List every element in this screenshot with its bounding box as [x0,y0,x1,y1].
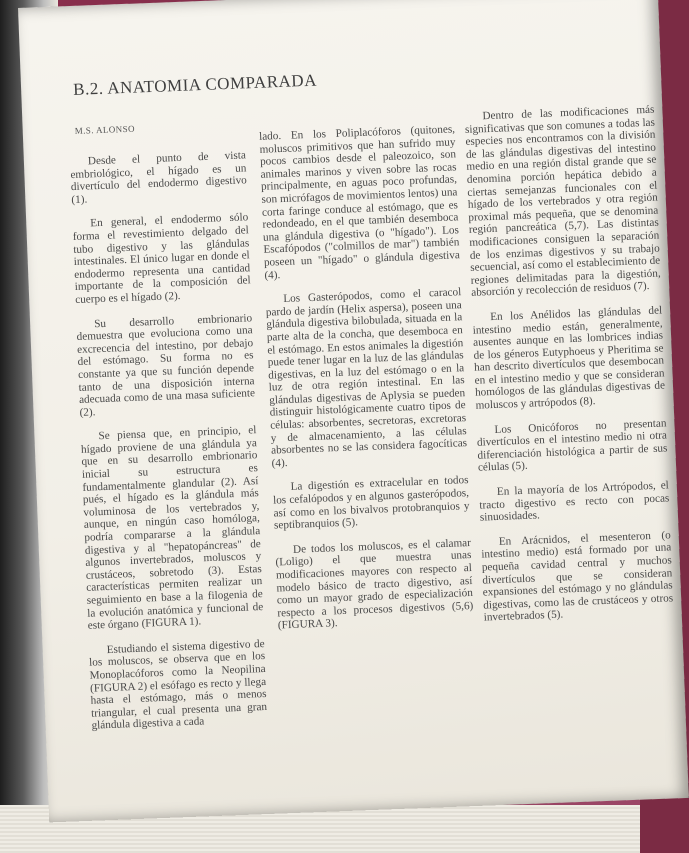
paragraph: Su desarrollo embrionario demuestra que evoluciona como una excrecencia del intestino, por debajo del estómago. Su forma no es constante ya que su función depende tanto de una disposición interna adecuada como de una masa suficiente (2). [76,311,256,419]
paragraph: lado. En los Poliplacóforos (quitones, moluscos primitivos que han sufrido muy pocos cambios desde el paleozoico, son animales marinos y viven sobre las rocas principalmente, en aguas poco profundas, son micrófagos de movimientos lentos) una corta faringe conduce al estómago, que es redondeado, en el que también desemboca una glándula digestiva (o "hígado"). Los Escafópodos ("colmillos de mar") también poseen un "hígado" o glándula digestiva (4). [258,123,461,282]
text-column-1 [70,149,268,744]
paragraph: En general, el endodermo sólo forma el revestimiento delgado del tubo digestivo y las glándulas intestinales. El único lugar en donde el endodermo representa una cantidad importante de la composición del cuerpo es el hígado (2). [72,211,251,306]
paragraph: Dentro de las modificaciones más significativas que son comunes a todas las especies nos encontramos con la división de las glándulas digestivas del intestino medio en una región distal grande que se denomina porción hepática debido a ciertas semejanzas funcionales con el hígado de los vertebrados y otra región proximal más pequeña, que se denomina región pancreática (5,7). Las distintas modificaciones consiguen la separación de los enzimas digestivos y su trabajo secuencial, así como el establecimiento de regiones delimitadas para la digestión, absorción y recolección de residuos (7). [464,103,661,300]
text-column-3 [464,104,674,637]
book-page [18,0,689,822]
paragraph: En la mayoría de los Artrópodos, el tracto digestivo es recto con pocas sinuosidades. [479,479,670,524]
paragraph: Estudiando el sistema digestivo de los moluscos, se observa que en los Monoplacóforos como la Neopilina (FIGURA 2) el esófago es recto y llega hasta el estómago, más o menos triangular, el cual presenta una gran glándula digestiva a cada [88,637,268,733]
paragraph: Los Gasterópodos, como el caracol pardo de jardín (Helix aspersa), poseen una glándula digestiva bilobulada, situada en la parte alta de la concha, que desemboca en el estómago. En estos animales la digestión puede tener lugar en la luz de las glándulas digestivas, en la luz del estómago o en la luz de otra región intestinal. En las glándulas digestivas de Aplysia se pueden distinguir histológicamente cuatro tipos de células: absorbentes, secretoras, excretoras y de almacenamiento, a las células absorbentes no se las considera fagocíticas (4). [265,286,468,470]
paragraph: De todos los moluscos, es el calamar (Loligo) el que muestra unas modificaciones mayores con respecto al modelo básico de tracto digestivo, así como un mayor grado de especialización respecto a los procesos digestivos (5,6) (FIGURA 3). [275,536,474,632]
paragraph: Se piensa que, en principio, el hígado proviene de una glándula ya que en su desarrollo embrionario inicial su estructura es fundamentalmente glandular (2). Así pués, el hígado es la glándula más voluminosa de los vertebrados y, aunque, en ningún caso homóloga, podría compararse a la glándula digestiva y al "hepatopáncreas" de algunos invertebrados, moluscos y crustáceos, sobretodo (3). Estas características permiten realizar un seguimiento en base a la filogenia de la evolución anatómica y funcional de este órgano (FIGURA 1). [80,424,264,632]
paragraph: En Arácnidos, el mesenteron (o intestino medio) está formado por una pequeña cavidad central y muchos divertículos que se consideran expansiones del estómago y no glándulas digestivas, como las de crustáceos y otros invertebrados (5). [481,529,674,624]
author-name: M.S. ALONSO [74,123,136,136]
paragraph: Los Onicóforos no presentan divertículos en el intestino medio ni otra diferenciación histológica a partir de sus células (5). [476,417,668,475]
paragraph: La digestión es extracelular en todos los cefalópodos y en algunos gasterópodos, así como en los bivalvos protobranquios y septibranquios (5). [272,474,470,532]
section-title: B.2. ANATOMIA COMPARADA [72,70,318,99]
paragraph: En los Anélidos las glándulas del intestino medio están, generalmente, ausentes aunque en las lombrices indias de los géneros Eutyphoeus y Pheritima se han descrito divertículos que desembocan en el intestino medio y que se consideran homólogos de las glándulas digestivas de moluscos y artrópodos (8). [472,304,666,412]
text-column-2 [259,123,475,644]
paragraph: Desde el punto de vista embriológico, el hígado es un divertículo del endodermo digestivo (1). [70,149,248,206]
